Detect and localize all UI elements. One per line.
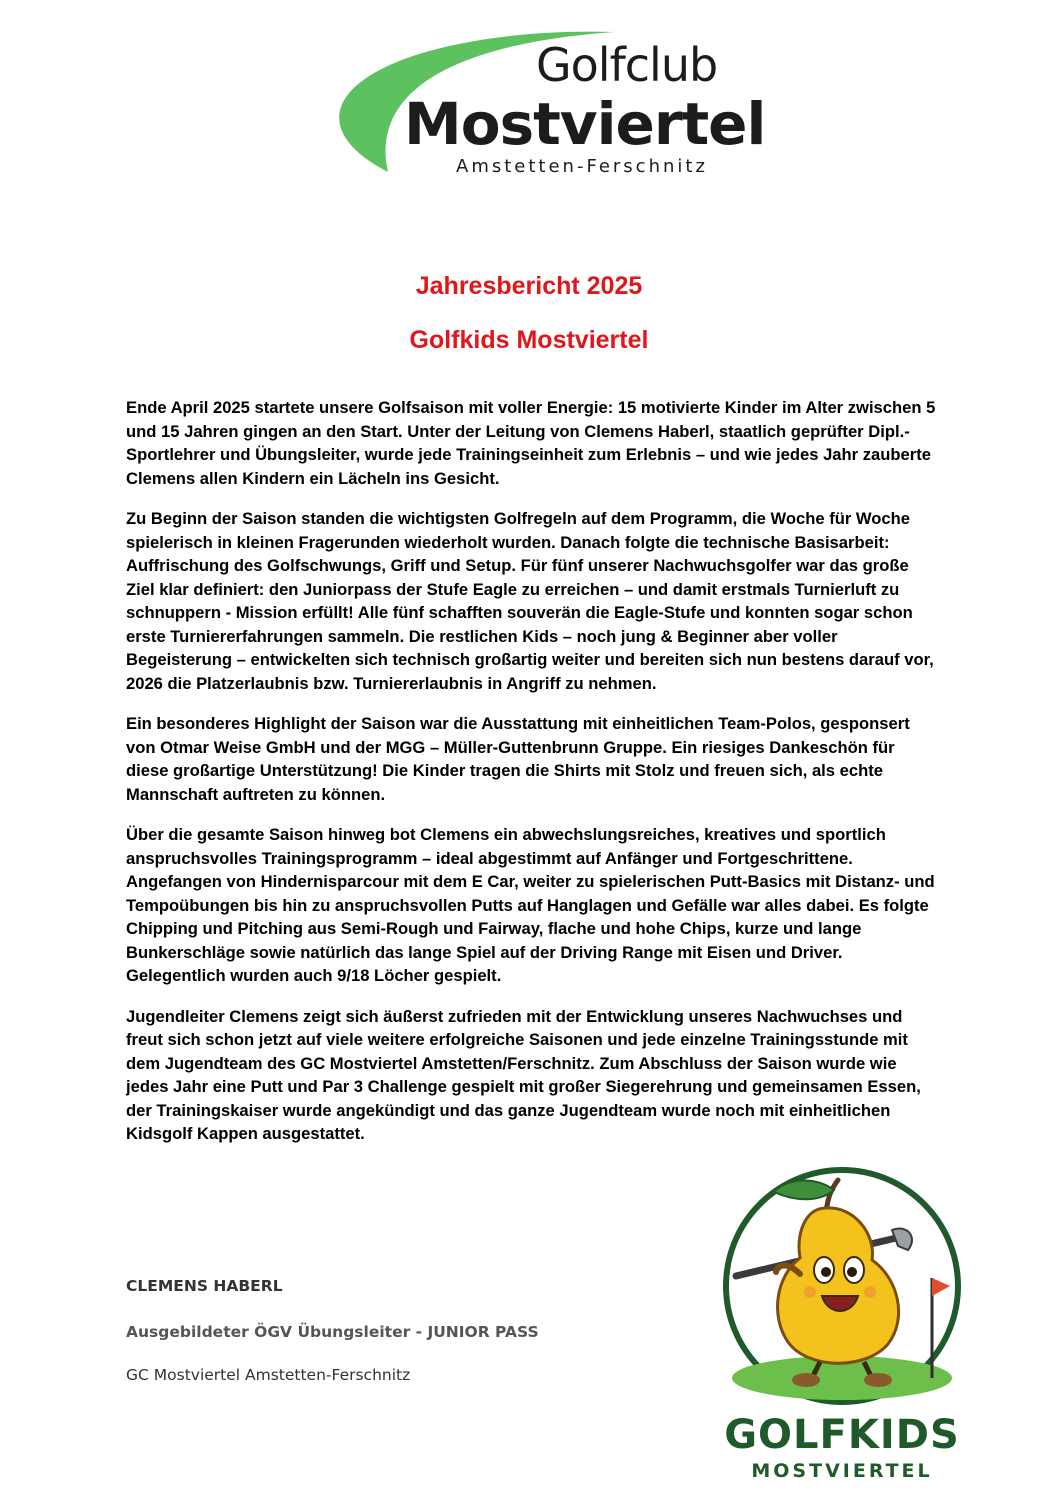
- report-title: Jahresbericht 2025: [415, 272, 643, 300]
- mostviertel-wordmark: MOSTVIERTEL: [751, 1460, 933, 1482]
- paragraph: Ein besonderes Highlight der Saison war die Ausstattung mit einheitlichen Team-Polos, gesponsert von Otmar Weise GmbH und der MGG – Müller-Guttenbrunn Gruppe. Ein riesiges Dankeschön für diese großartige Unterstützung! Die Kinder tragen die Shirts mit Stolz und freuen sich, als echte Mannschaft auftreten zu können.: [126, 714, 910, 804]
- logo-mostviertel-text: Mostviertel: [404, 90, 766, 158]
- paragraph: Jugendleiter Clemens zeigt sich äußerst zufrieden mit der Entwicklung unseres Nachwuchses und freut sich schon jetzt auf viele weitere erfolgreiche Saisonen und jede einzelne Trainingsstunde mit dem Jugendteam des GC Mostviertel Amstetten/Ferschnitz. Zum Abschluss der Saison wurde wie jedes Jahr eine Putt und Par 3 Challenge gespielt mit großer Siegerehrung und gemeinsamen Essen, der Trainingskaiser wurde angekündigt und das ganze Jugendteam wurde noch mit einheitlichen Kidsgolf Kappen ausgestattet.: [126, 1006, 921, 1143]
- signature-name: CLEMENS HABERL: [126, 1277, 283, 1295]
- logo-golfclub-text: Golfclub: [536, 38, 718, 92]
- logo-location-text: Amstetten-Ferschnitz: [456, 156, 708, 177]
- report-subtitle: Golfkids Mostviertel: [409, 326, 649, 354]
- paragraph: Ende April 2025 startete unsere Golfsaison mit voller Energie: 15 motivierte Kinder im Alter zwischen 5 und 15 Jahren gingen an den Start. Unter der Leitung von Clemens Haberl, staatlich geprüfter Dipl.-Sportlehrer und Übungsleiter, wurde jede Trainingseinheit zum Erlebnis – und wie jedes Jahr zauberte Clemens allen Kindern ein Lächeln ins Gesicht.: [126, 398, 936, 488]
- signature-role: Ausgebildeter ÖGV Übungsleiter - JUNIOR PASS: [126, 1323, 539, 1341]
- golfkids-wordmark: GOLFKIDS: [724, 1412, 960, 1458]
- signature-club: GC Mostviertel Amstetten-Ferschnitz: [126, 1366, 411, 1384]
- golfclub-logo: [324, 24, 766, 184]
- golfkids-logo: [716, 1166, 968, 1488]
- paragraph: Über die gesamte Saison hinweg bot Clemens ein abwechslungsreiches, kreatives und sportlich anspruchsvolles Trainingsprogramm – ideal abgestimmt auf Anfänger und Fortgeschrittene. Angefangen von Hindernisparcour mit dem E Car, weiter zu spielerischen Putt-Basics mit Distanz- und Tempoübungen bis hin zu anspruchsvollen Putts auf Hanglagen und Gefälle war alles dabei. Es folgte Chipping und Pitching aus Semi-Rough und Fairway, flache und hohe Chips, kurze und lange Bunkerschläge sowie natürlich das lange Spiel auf der Driving Range mit Eisen und Driver. Gelegentlich wurden auch 9/18 Löcher gespielt.: [126, 825, 935, 985]
- pear-mascot-icon: [716, 1166, 968, 1406]
- paragraph: Zu Beginn der Saison standen die wichtigsten Golfregeln auf dem Programm, die Woche für Woche spielerisch in kleinen Fragerunden wiederholt wurden. Danach folgte die technische Basisarbeit: Auffrischung des Golfschwungs, Griff und Setup. Für fünf unserer Nachwuchsgolfer war das große Ziel klar definiert: den Juniorpass der Stufe Eagle zu erreichen – und damit erstmals Turnierluft zu schnuppern - Mission erfüllt! Alle fünf schafften souverän die Eagle-Stufe und konnten sogar schon erste Turniererfahrungen sammeln. Die restlichen Kids – noch jung & Beginner aber voller Begeisterung – entwickelten sich technisch großartig weiter und bereiten sich nun bestens darauf vor, 2026 die Platzerlaubnis bzw. Turniererlaubnis in Angriff zu nehmen.: [126, 509, 934, 693]
- report-body: [126, 396, 936, 1163]
